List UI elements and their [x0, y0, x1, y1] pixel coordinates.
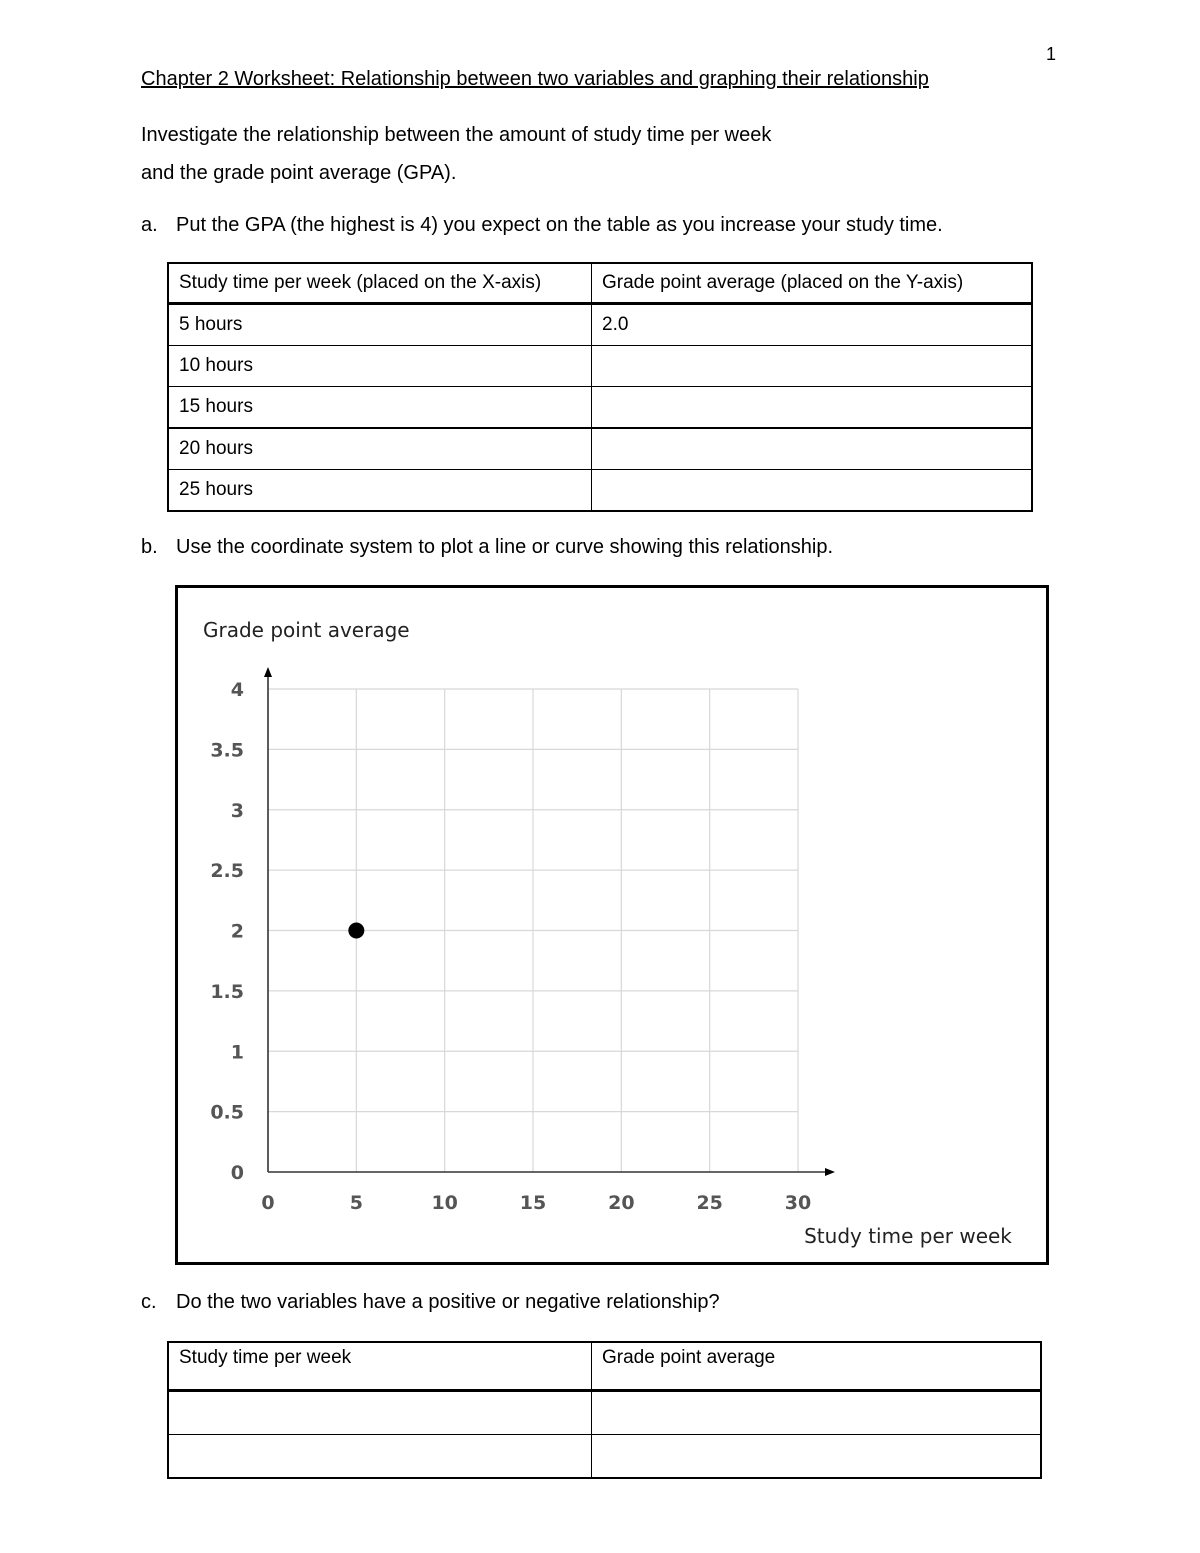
x-tick-label: 15 [519, 1192, 547, 1214]
worksheet-title: Chapter 2 Worksheet: Relationship between two variables and graphing their relationship [141, 68, 929, 90]
table-cell-input[interactable] [592, 387, 1033, 429]
intro-line-1: Investigate the relationship between the amount of study time per week [141, 124, 772, 146]
table-row [168, 428, 1032, 470]
table-cell: 5 hours [168, 304, 592, 346]
gpa-table [167, 262, 1033, 512]
relationship-table [167, 1341, 1042, 1479]
y-tick-label: 0.5 [210, 1101, 244, 1124]
x-tick-label: 10 [431, 1192, 458, 1214]
table-cell-input[interactable] [168, 1435, 592, 1479]
data-point [348, 923, 364, 939]
table-header-cell: Study time per week (placed on the X-axis) [168, 263, 592, 304]
question-a-letter: a. [141, 214, 158, 236]
table-header-row [168, 1342, 1041, 1391]
x-axis-label: Study time per week [804, 1224, 1012, 1248]
y-tick-label: 3 [230, 799, 244, 822]
coordinate-chart-frame [175, 585, 1049, 1265]
table-cell-input[interactable] [592, 428, 1033, 470]
table-cell: 15 hours [168, 387, 592, 429]
question-b-letter: b. [141, 536, 158, 558]
y-axis-label: Grade point average [203, 618, 410, 642]
question-c [141, 1291, 720, 1314]
question-c-text: Do the two variables have a positive or negative relationship? [176, 1291, 720, 1313]
x-tick-label: 0 [261, 1192, 275, 1214]
table-header-cell: Study time per week [168, 1342, 592, 1391]
y-tick-label: 2.5 [210, 860, 244, 883]
x-tick-label: 30 [784, 1192, 812, 1214]
table-cell: 10 hours [168, 346, 592, 387]
y-tick-label: 1.5 [210, 980, 244, 1003]
table-cell-input[interactable] [592, 1435, 1042, 1479]
table-cell-input[interactable] [592, 1391, 1042, 1435]
question-b [141, 536, 833, 559]
table-row [168, 1435, 1041, 1479]
table-cell-input[interactable] [592, 346, 1033, 387]
table-header-cell: Grade point average [592, 1342, 1042, 1391]
table-row [168, 387, 1032, 429]
table-cell: 20 hours [168, 428, 592, 470]
y-axis-arrow [264, 667, 272, 677]
question-b-text: Use the coordinate system to plot a line or curve showing this relationship. [176, 536, 834, 558]
question-a [141, 214, 943, 237]
x-tick-label: 20 [608, 1192, 635, 1214]
y-tick-label: 1 [230, 1041, 244, 1064]
table-cell-input[interactable]: 2.0 [592, 304, 1033, 346]
coordinate-chart[interactable] [178, 588, 1046, 1262]
x-axis-arrow [825, 1168, 835, 1176]
table-row [168, 470, 1032, 512]
y-tick-label: 4 [230, 679, 244, 701]
table-row [168, 1391, 1041, 1435]
intro-line-2: and the grade point average (GPA). [141, 162, 457, 184]
table-header-cell: Grade point average (placed on the Y-axis) [592, 263, 1033, 304]
table-cell: 25 hours [168, 470, 592, 512]
table-row [168, 346, 1032, 387]
x-tick-label: 25 [696, 1192, 723, 1214]
question-a-text: Put the GPA (the highest is 4) you expect on the table as you increase your study time. [176, 214, 943, 236]
y-tick-label: 0 [230, 1162, 244, 1184]
table-cell-input[interactable] [168, 1391, 592, 1435]
y-tick-label: 3.5 [210, 739, 244, 762]
table-cell-input[interactable] [592, 470, 1033, 512]
x-tick-label: 5 [349, 1192, 363, 1214]
page-number: 1 [1046, 44, 1057, 64]
question-c-letter: c. [141, 1291, 157, 1313]
table-header-row [168, 263, 1032, 304]
y-tick-label: 2 [230, 920, 244, 943]
table-row [168, 304, 1032, 346]
